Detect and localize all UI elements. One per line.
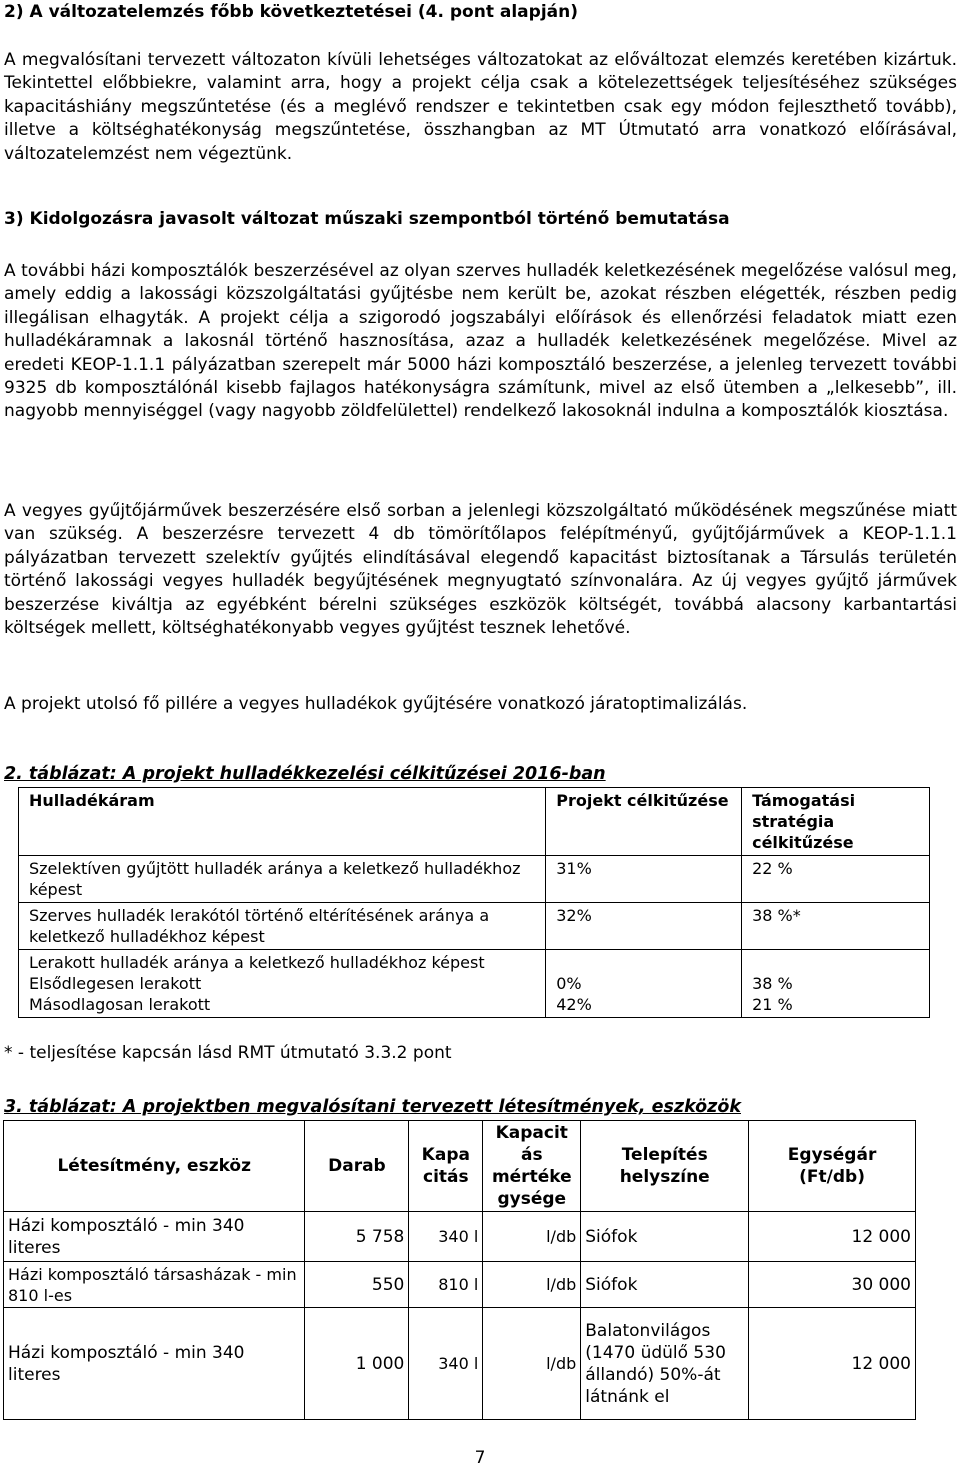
table-2-cell-strategy: 38 %* [742,903,930,950]
page-number: 7 [474,1448,486,1468]
table-3-cell-unit: l/db [483,1308,581,1420]
secondary-landfill-strategy: 21 % [752,995,793,1014]
primary-landfill-label: Elsődlegesen lerakott [29,974,202,993]
table-3-cell-count: 550 [305,1262,409,1308]
table-3-cell-item: Házi komposztáló - min 340 literes [4,1212,305,1262]
table-3-header-count: Darab [305,1121,409,1212]
section-3-heading: 3) Kidolgozásra javasolt változat műszaki szempontból történő bemutatása [4,209,730,229]
table-2-cell-project [546,950,742,1018]
table-3-cell-count: 1 000 [305,1308,409,1420]
table-row [4,1212,916,1262]
table-3-cell-capacity: 340 l [409,1308,483,1420]
section-2-paragraph: A megvalósítani tervezett változaton kívüli lehetséges változatokat az előváltozat elemzés keretében kizártuk. Tekintettel előbbiekre, valamint arra, hogy a projekt célja csak a kötelezettségek teljesítéséhez szükséges kapacitáshiány megszűntetése (és a meglévő rendszer e tekintetben csak egy módon fejleszthető tovább), illetve a költséghatékonyság megszűntetése, összhangban az MT Útmutató arra vonatkozó előírásával, változatelemzést nem végeztünk. [4,50,957,164]
table-3-cell-capacity: 810 l [409,1262,483,1308]
table-3-header-item: Létesítmény, eszköz [4,1121,305,1212]
landfill-label: Lerakott hulladék aránya a keletkező hulladékhoz képest [29,953,485,972]
table-3-cell-price: 30 000 [749,1262,916,1308]
table-3-cell-count: 5 758 [305,1212,409,1262]
table-3-header-unit-price: Egységár (Ft/db) [749,1121,916,1212]
table-2-caption: 2. táblázat: A projekt hulladékkezelési célkitűzései 2016-ban [4,764,606,784]
table-3-cell-capacity: 340 l [409,1212,483,1262]
table-2-footnote: * - teljesítése kapcsán lásd RMT útmutató 3.3.2 pont [4,1043,452,1063]
table-2-header-waste-stream: Hulladékáram [19,788,546,856]
table-3-cell-item: Házi komposztáló - min 340 literes [4,1308,305,1420]
table-row [4,1308,916,1420]
table-3-cell-unit: l/db [483,1262,581,1308]
table-3-cell-price: 12 000 [749,1308,916,1420]
table-2-header-strategy-goal: Támogatási stratégia célkitűzése [742,788,930,856]
section-3-paragraph-3: A projekt utolsó fő pillére a vegyes hulladékok gyűjtésére vonatkozó járatoptimalizálás. [4,694,748,714]
table-2-cell-project: 32% [546,903,742,950]
table-3-cell-unit: l/db [483,1212,581,1262]
table-2-cell-label: Szelektíven gyűjtött hulladék aránya a keletkező hulladékhoz képest [19,856,546,903]
table-3-cell-price: 12 000 [749,1212,916,1262]
table-3-header-location: Telepítés helyszíne [581,1121,749,1212]
table-3 [3,1120,916,1420]
table-3-caption: 3. táblázat: A projektben megvalósítani tervezett létesítmények, eszközök [4,1097,741,1117]
table-2-header-row [19,788,930,856]
table-row [19,856,930,903]
table-3-header-capacity-unit: Kapacit ás mértéke gysége [483,1121,581,1212]
table-3-cell-location: Siófok [581,1262,749,1308]
secondary-landfill-label: Másodlagosan lerakott [29,995,211,1014]
table-2-cell-strategy [742,950,930,1018]
table-3-header-capacity: Kapa citás [409,1121,483,1212]
table-3-cell-location: Balatonvilágos (1470 üdülő 530 állandó) 50%-át látnánk el [581,1308,749,1420]
primary-landfill-strategy: 38 % [752,974,793,993]
primary-landfill-project: 0% [556,974,582,993]
section-3-paragraph-2: A vegyes gyűjtőjárművek beszerzésére első sorban a jelenlegi közszolgáltató működésének megszűnése miatt van szükség. A beszerzésre tervezett 4 db tömörítőlapos felépítményű, gyűjtőjárművek a KEOP-1.1.1 pályázatban tervezett szelektív gyűjtés elindításával elegendő kapacitást biztosítanak a Társulás területén történő lakossági vegyes hulladék begyűjtésének megnyugtató színvonalára. Az új vegyes gyűjtő járművek beszerzése kiváltja az egyébként bérelni szükséges eszközök költségét, továbbá alacsony karbantartási költségek mellett, költséghatékonyabb vegyes gyűjtést tesznek lehetővé. [4,501,957,639]
table-2 [18,787,930,1018]
table-3-cell-location: Siófok [581,1212,749,1262]
secondary-landfill-project: 42% [556,995,592,1014]
table-2-cell-label [19,950,546,1018]
table-3-cell-item: Házi komposztáló társasházak - min 810 l-es [4,1262,305,1308]
table-2-cell-strategy: 22 % [742,856,930,903]
section-3-paragraph-1: A további házi komposztálók beszerzésével az olyan szerves hulladék keletkezésének megelőzése valósul meg, amely eddig a lakossági közszolgáltatási gyűjtésbe nem került be, azokat részben elégették, részben pedig illegálisan elhagyták. A projekt célja a szigorodó jogszabályi előírások és ellenőrzési feladatok miatt ezen hulladékáramnak a lakosnál történő hasznosítása, azaz a hulladék keletkezésének megelőzése. Mivel az eredeti KEOP-1.1.1 pályázatban szerepelt már 5000 házi komposztáló beszerzése, a jelenleg tervezett további 9325 db komposztálónál kisebb fajlagos hatékonyságra számítunk, mivel az első ütemben a „lelkesebb”, ill. nagyobb mennyiséggel (vagy nagyobb zöldfelülettel) rendelkező lakosoknál indulna a komposztálók kiosztása. [4,261,957,422]
table-row [4,1262,916,1308]
table-2-cell-project: 31% [546,856,742,903]
section-2-heading: 2) A változatelemzés főbb következtetései (4. pont alapján) [4,2,578,22]
table-row [19,950,930,1018]
table-2-cell-label: Szerves hulladék lerakótól történő eltérítésének aránya a keletkező hulladékhoz képest [19,903,546,950]
table-3-header-row [4,1121,916,1212]
table-2-header-project-goal: Projekt célkitűzése [546,788,742,856]
table-row [19,903,930,950]
